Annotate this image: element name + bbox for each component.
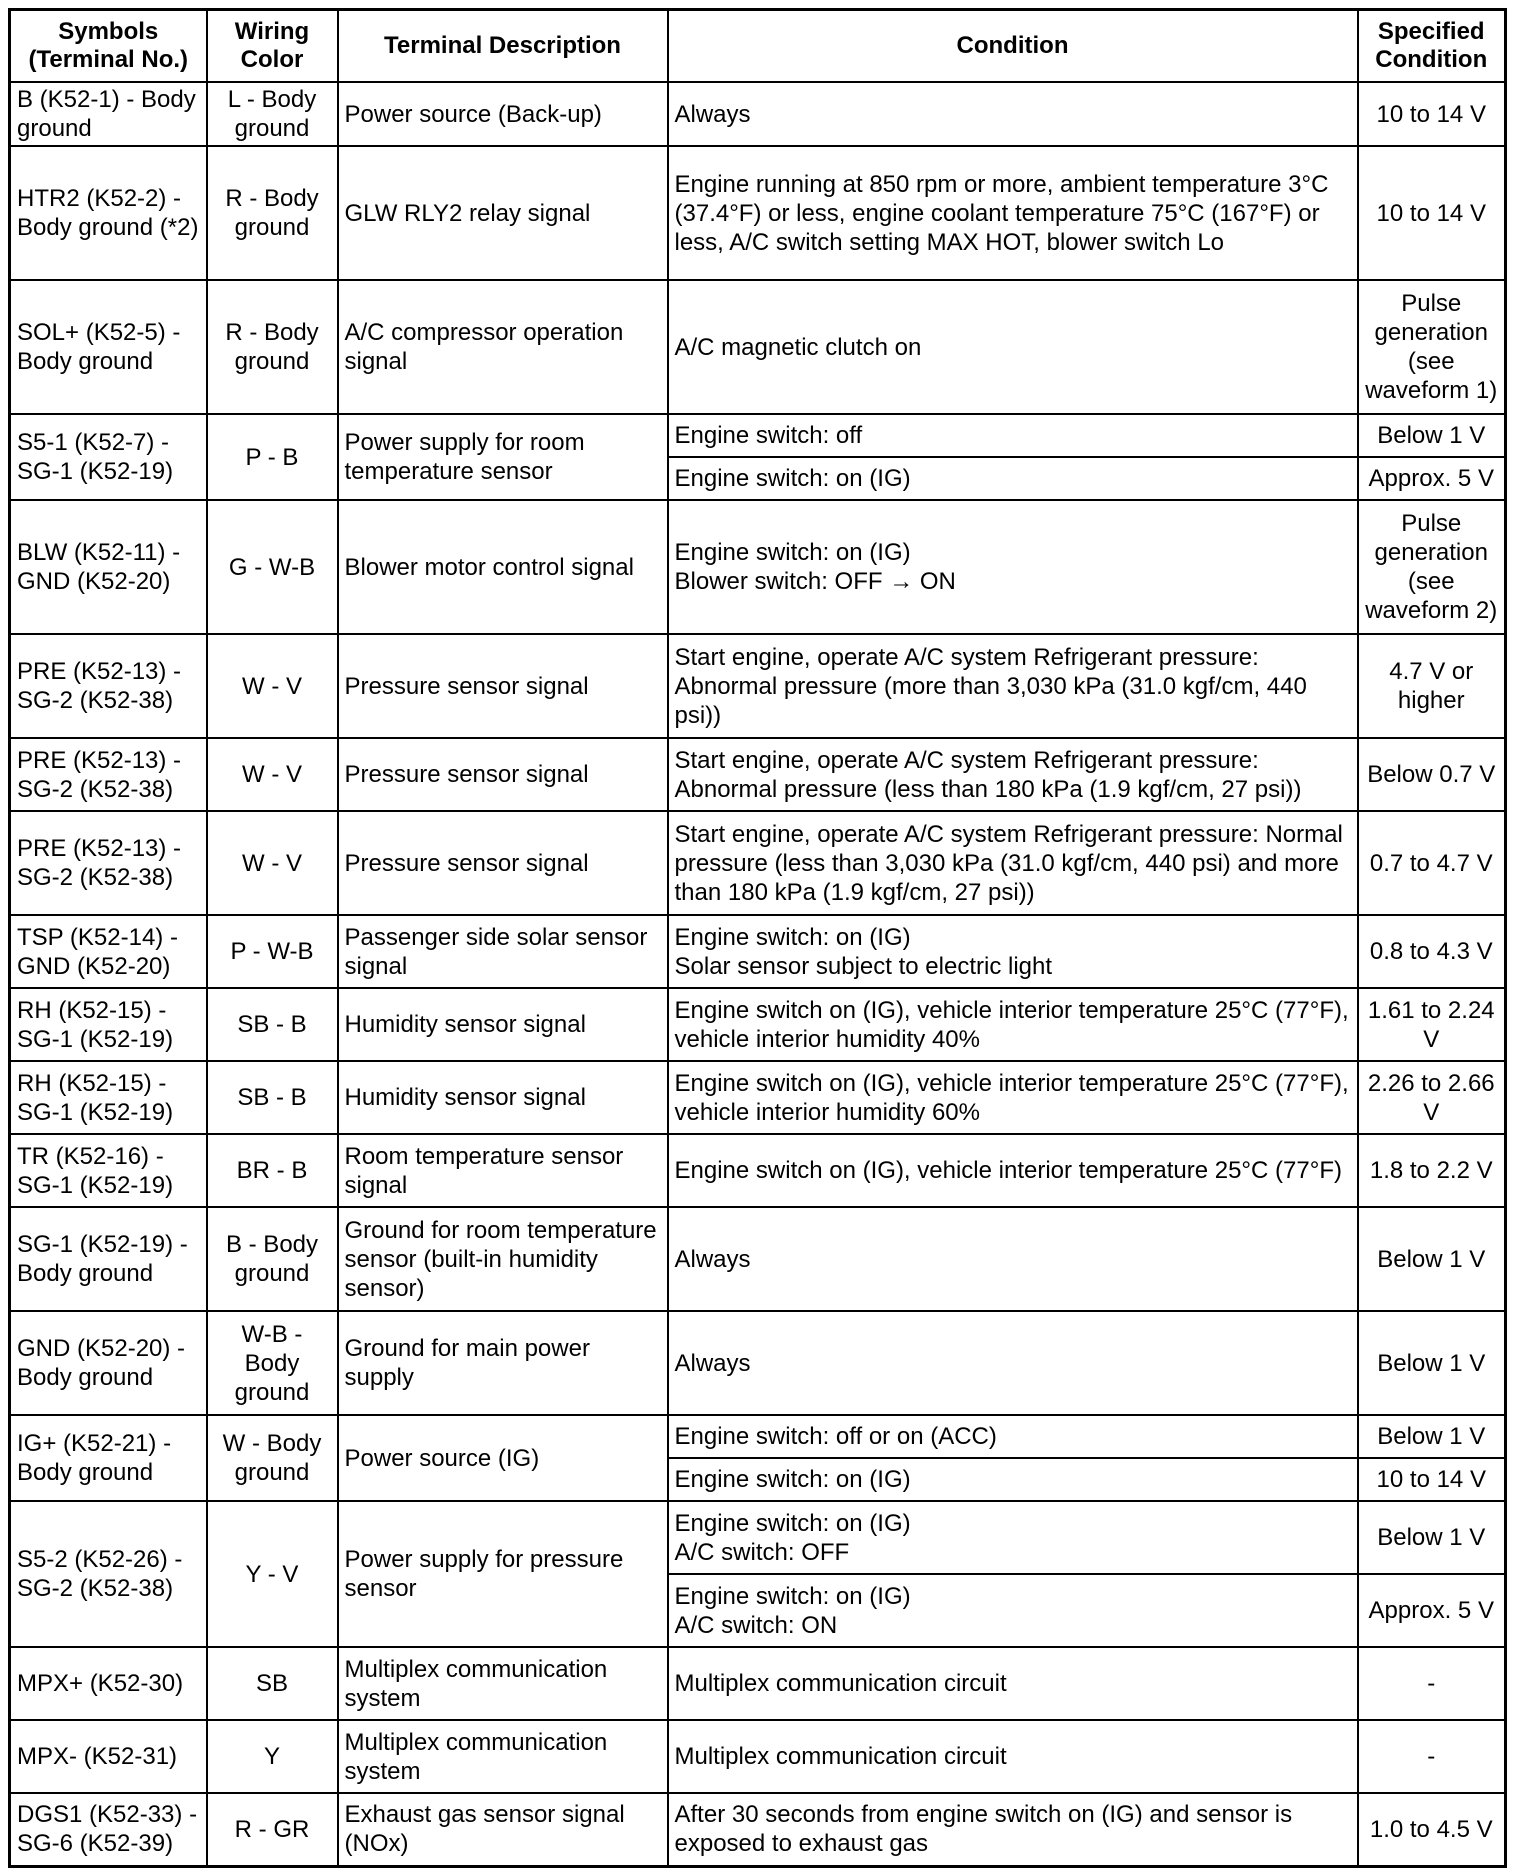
condition-cell: Engine running at 850 rpm or more, ambient temperature 3°C (37.4°F) or less, engine coolant temperature 75°C (167°F) or less, A/C switch setting MAX HOT, blower switch Lo	[668, 146, 1358, 280]
spec-cell: 10 to 14 V	[1358, 82, 1506, 146]
symbol-cell: BLW (K52-11) - GND (K52-20)	[10, 500, 207, 634]
description-cell: Exhaust gas sensor signal (NOx)	[338, 1793, 668, 1866]
spec-cell: 10 to 14 V	[1358, 1458, 1506, 1501]
description-cell: Passenger side solar sensor signal	[338, 915, 668, 988]
wiring-cell: SB	[207, 1647, 338, 1720]
description-cell: Multiplex communication system	[338, 1647, 668, 1720]
symbol-cell: S5-2 (K52-26) - SG-2 (K52-38)	[10, 1501, 207, 1647]
description-cell: Blower motor control signal	[338, 500, 668, 634]
description-cell: Room temperature sensor signal	[338, 1134, 668, 1207]
condition-cell: Engine switch: on (IG) A/C switch: OFF	[668, 1501, 1358, 1574]
wiring-cell: W - V	[207, 738, 338, 811]
table-row	[10, 1061, 1506, 1134]
condition-cell: Engine switch: on (IG)	[668, 1458, 1358, 1501]
spec-cell: 1.61 to 2.24 V	[1358, 988, 1506, 1061]
condition-cell: Engine switch: on (IG) A/C switch: ON	[668, 1574, 1358, 1647]
spec-cell: 10 to 14 V	[1358, 146, 1506, 280]
wiring-cell: Y	[207, 1720, 338, 1793]
description-cell: Power source (IG)	[338, 1415, 668, 1501]
condition-cell: Engine switch: off	[668, 414, 1358, 457]
table-row	[10, 634, 1506, 738]
wiring-cell: W-B - Body ground	[207, 1311, 338, 1415]
symbol-cell: GND (K52-20) - Body ground	[10, 1311, 207, 1415]
table-row	[10, 1415, 1506, 1458]
symbol-cell: SOL+ (K52-5) - Body ground	[10, 280, 207, 414]
spec-cell: 0.8 to 4.3 V	[1358, 915, 1506, 988]
table-row	[10, 82, 1506, 146]
wiring-cell: B - Body ground	[207, 1207, 338, 1311]
table-row	[10, 738, 1506, 811]
symbol-cell: B (K52-1) - Body ground	[10, 82, 207, 146]
table-row	[10, 1793, 1506, 1866]
wiring-cell: P - B	[207, 414, 338, 500]
header-row	[10, 10, 1506, 83]
spec-cell: Below 1 V	[1358, 1415, 1506, 1458]
table-row	[10, 811, 1506, 915]
table-row	[10, 1720, 1506, 1793]
description-cell: Ground for main power supply	[338, 1311, 668, 1415]
symbol-cell: MPX- (K52-31)	[10, 1720, 207, 1793]
spec-cell: 1.8 to 2.2 V	[1358, 1134, 1506, 1207]
spec-cell: 0.7 to 4.7 V	[1358, 811, 1506, 915]
terminal-table-container	[8, 8, 1504, 1868]
table-row	[10, 1501, 1506, 1574]
spec-cell: Pulse generation (see waveform 2)	[1358, 500, 1506, 634]
table-row	[10, 1207, 1506, 1311]
symbol-cell: MPX+ (K52-30)	[10, 1647, 207, 1720]
description-cell: Humidity sensor signal	[338, 1061, 668, 1134]
spec-cell: -	[1358, 1720, 1506, 1793]
wiring-cell: Y - V	[207, 1501, 338, 1647]
symbol-cell: HTR2 (K52-2) - Body ground (*2)	[10, 146, 207, 280]
symbol-cell: TSP (K52-14) - GND (K52-20)	[10, 915, 207, 988]
table-row	[10, 414, 1506, 457]
spec-cell: Below 1 V	[1358, 1311, 1506, 1415]
symbol-cell: PRE (K52-13) - SG-2 (K52-38)	[10, 811, 207, 915]
wiring-cell: R - GR	[207, 1793, 338, 1866]
wiring-cell: R - Body ground	[207, 280, 338, 414]
spec-cell: Below 1 V	[1358, 1501, 1506, 1574]
symbol-cell: PRE (K52-13) - SG-2 (K52-38)	[10, 738, 207, 811]
wiring-cell: R - Body ground	[207, 146, 338, 280]
condition-cell: A/C magnetic clutch on	[668, 280, 1358, 414]
wiring-cell: BR - B	[207, 1134, 338, 1207]
wiring-cell: P - W-B	[207, 915, 338, 988]
table-row	[10, 146, 1506, 280]
description-cell: A/C compressor operation signal	[338, 280, 668, 414]
description-cell: Pressure sensor signal	[338, 634, 668, 738]
condition-cell: Engine switch: on (IG) Solar sensor subject to electric light	[668, 915, 1358, 988]
condition-cell: Engine switch: on (IG) Blower switch: OFF → ON	[668, 500, 1358, 634]
condition-cell: Engine switch on (IG), vehicle interior temperature 25°C (77°F), vehicle interior humidity 60%	[668, 1061, 1358, 1134]
condition-cell: Multiplex communication circuit	[668, 1720, 1358, 1793]
wiring-cell: SB - B	[207, 1061, 338, 1134]
header-wiring-color: Wiring Color	[207, 10, 338, 83]
spec-cell: Approx. 5 V	[1358, 457, 1506, 500]
table-row	[10, 988, 1506, 1061]
condition-cell: Engine switch on (IG), vehicle interior temperature 25°C (77°F)	[668, 1134, 1358, 1207]
description-cell: GLW RLY2 relay signal	[338, 146, 668, 280]
condition-cell: Start engine, operate A/C system Refrigerant pressure: Abnormal pressure (less than 180 kPa (1.9 kgf/cm, 27 psi))	[668, 738, 1358, 811]
table-row	[10, 500, 1506, 634]
description-cell: Humidity sensor signal	[338, 988, 668, 1061]
symbol-cell: PRE (K52-13) - SG-2 (K52-38)	[10, 634, 207, 738]
symbol-cell: IG+ (K52-21) - Body ground	[10, 1415, 207, 1501]
symbol-cell: TR (K52-16) - SG-1 (K52-19)	[10, 1134, 207, 1207]
description-cell: Pressure sensor signal	[338, 738, 668, 811]
spec-cell: 4.7 V or higher	[1358, 634, 1506, 738]
table-row	[10, 280, 1506, 414]
spec-cell: 2.26 to 2.66 V	[1358, 1061, 1506, 1134]
condition-cell: Always	[668, 1207, 1358, 1311]
wiring-cell: L - Body ground	[207, 82, 338, 146]
condition-cell: Start engine, operate A/C system Refrigerant pressure: Normal pressure (less than 3,030 kPa (31.0 kgf/cm, 440 psi) and more than 180 kPa (1.9 kgf/cm, 27 psi))	[668, 811, 1358, 915]
spec-cell: Below 1 V	[1358, 1207, 1506, 1311]
spec-cell: Below 0.7 V	[1358, 738, 1506, 811]
description-cell: Pressure sensor signal	[338, 811, 668, 915]
description-cell: Ground for room temperature sensor (built-in humidity sensor)	[338, 1207, 668, 1311]
spec-cell: Pulse generation (see waveform 1)	[1358, 280, 1506, 414]
wiring-cell: G - W-B	[207, 500, 338, 634]
condition-cell: Always	[668, 1311, 1358, 1415]
condition-cell: Engine switch: on (IG)	[668, 457, 1358, 500]
description-cell: Power supply for pressure sensor	[338, 1501, 668, 1647]
condition-cell: Start engine, operate A/C system Refrigerant pressure: Abnormal pressure (more than 3,030 kPa (31.0 kgf/cm, 440 psi))	[668, 634, 1358, 738]
condition-cell: Multiplex communication circuit	[668, 1647, 1358, 1720]
description-cell: Power source (Back-up)	[338, 82, 668, 146]
table-row	[10, 1311, 1506, 1415]
symbol-cell: RH (K52-15) - SG-1 (K52-19)	[10, 988, 207, 1061]
symbol-cell: DGS1 (K52-33) - SG-6 (K52-39)	[10, 1793, 207, 1866]
symbol-cell: RH (K52-15) - SG-1 (K52-19)	[10, 1061, 207, 1134]
wiring-cell: W - V	[207, 811, 338, 915]
header-terminal-description: Terminal Description	[338, 10, 668, 83]
table-row	[10, 1647, 1506, 1720]
table-row	[10, 1134, 1506, 1207]
condition-cell: After 30 seconds from engine switch on (IG) and sensor is exposed to exhaust gas	[668, 1793, 1358, 1866]
table-row	[10, 915, 1506, 988]
wiring-cell: SB - B	[207, 988, 338, 1061]
condition-cell: Always	[668, 82, 1358, 146]
description-cell: Multiplex communication system	[338, 1720, 668, 1793]
terminal-table	[8, 8, 1507, 1868]
condition-cell: Engine switch: off or on (ACC)	[668, 1415, 1358, 1458]
condition-cell: Engine switch on (IG), vehicle interior temperature 25°C (77°F), vehicle interior humidity 40%	[668, 988, 1358, 1061]
wiring-cell: W - Body ground	[207, 1415, 338, 1501]
spec-cell: 1.0 to 4.5 V	[1358, 1793, 1506, 1866]
header-symbols: Symbols (Terminal No.)	[10, 10, 207, 83]
header-condition: Condition	[668, 10, 1358, 83]
wiring-cell: W - V	[207, 634, 338, 738]
header-specified-condition: Specified Condition	[1358, 10, 1506, 83]
spec-cell: Below 1 V	[1358, 414, 1506, 457]
description-cell: Power supply for room temperature sensor	[338, 414, 668, 500]
spec-cell: -	[1358, 1647, 1506, 1720]
symbol-cell: S5-1 (K52-7) - SG-1 (K52-19)	[10, 414, 207, 500]
symbol-cell: SG-1 (K52-19) - Body ground	[10, 1207, 207, 1311]
spec-cell: Approx. 5 V	[1358, 1574, 1506, 1647]
